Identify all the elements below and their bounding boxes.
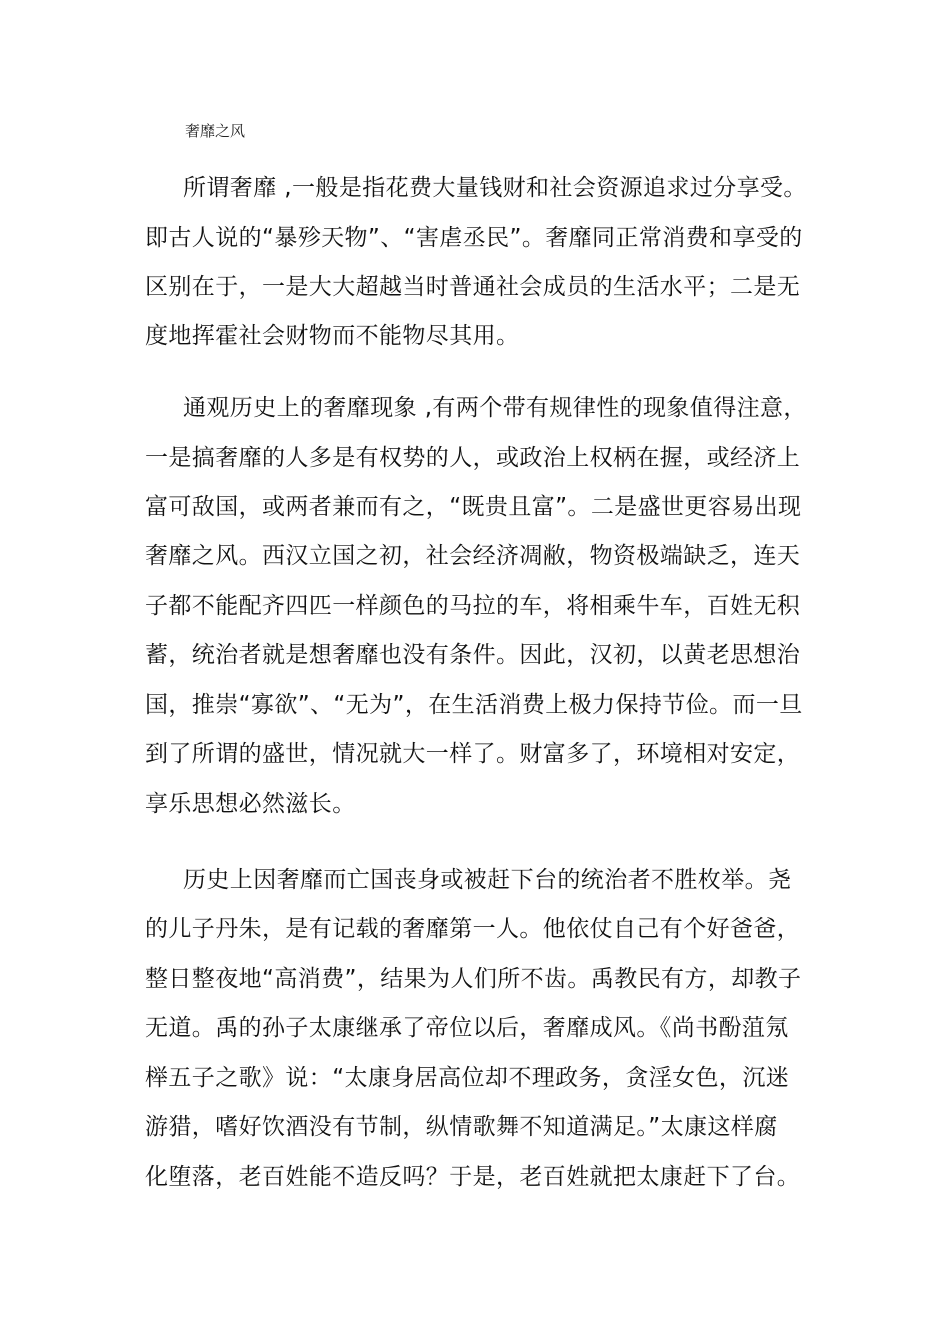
paragraph-line: 游猎，嗜好饮酒没有节制，纵情歌舞不知道满足。”太康这样腐 <box>145 1114 778 1140</box>
paragraph-line: 无道。禹的孙子太康继承了帝位以后，奢靡成风。《尚书酚菹氖 <box>145 1015 789 1041</box>
paragraph-line: 榉五子之歌》说：“太康身居高位却不理政务，贪淫女色，沉迷 <box>145 1065 790 1091</box>
paragraph-line: 蓄，统治者就是想奢靡也没有条件。因此，汉初，以黄老思想治 <box>145 642 801 668</box>
paragraph-line: 富可敌国，或两者兼而有之，“既贵且富”。二是盛世更容易出现 <box>145 494 802 520</box>
paragraph-line: 整日整夜地“高消费”，结果为人们所不齿。禹教民有方，却教子 <box>145 966 802 992</box>
paragraph-line: 历史上因奢靡而亡国丧身或被赶下台的统治者不胜枚举。尧 <box>183 867 792 893</box>
paragraph-line: 子都不能配齐四匹一样颜色的马拉的车，将相乘牛车，百姓无积 <box>145 593 801 619</box>
paragraph-line: 一是搞奢靡的人多是有权势的人，或政治上权柄在握，或经济上 <box>145 445 801 471</box>
paragraph-line: 通观历史上的奢靡现象 ,有两个带有规律性的现象值得注意， <box>183 395 807 421</box>
paragraph-line: 所谓奢靡 ,一般是指花费大量钱财和社会资源追求过分享受。 <box>183 175 807 201</box>
paragraph-line: 度地挥霍社会财物而不能物尽其用。 <box>145 323 520 349</box>
paragraph-line: 享乐思想必然滋长。 <box>145 791 356 817</box>
paragraph-line: 的儿子丹朱，是有记载的奢靡第一人。他依仗自己有个好爸爸， <box>145 916 801 942</box>
paragraph-line: 化堕落，老百姓能不造反吗？于是，老百姓就把太康赶下了台。 <box>145 1164 801 1190</box>
paragraph-line: 国，推崇“寡欲”、“无为”，在生活消费上极力保持节俭。而一旦 <box>145 692 803 718</box>
paragraph-line: 区别在于，一是大大超越当时普通社会成员的生活水平；二是无 <box>145 274 801 300</box>
paragraph-line: 到了所谓的盛世，情况就大一样了。财富多了，环境相对安定， <box>145 741 801 767</box>
paragraph-line: 即古人说的“暴殄天物”、“害虐丞民”。奢靡同正常消费和享受的 <box>145 225 803 251</box>
document-title: 奢靡之风 <box>185 122 246 140</box>
paragraph-line: 奢靡之风。西汉立国之初，社会经济凋敝，物资极端缺乏，连天 <box>145 543 801 569</box>
